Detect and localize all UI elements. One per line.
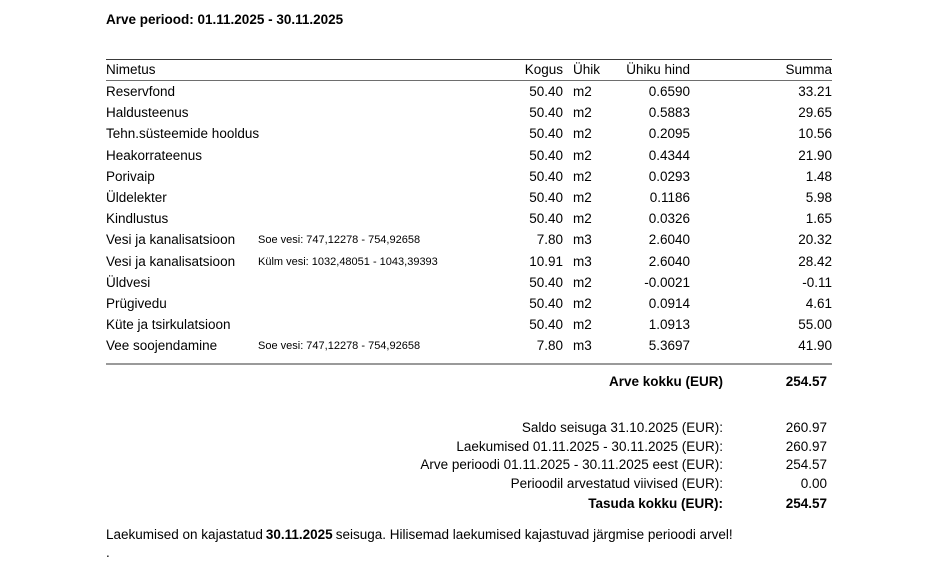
item-qty: 50.40 — [529, 295, 563, 311]
table-row — [106, 293, 832, 314]
summary-value-viivised: 0.00 — [800, 475, 827, 491]
table-row — [106, 335, 832, 356]
item-unit: m3 — [573, 232, 592, 248]
table-row — [106, 272, 832, 293]
summary-label-viivised: Perioodil arvestatud viivised (EUR): — [510, 475, 723, 491]
table-row — [106, 187, 832, 208]
item-name: Haldusteenus — [106, 105, 189, 121]
item-sum: -0.11 — [802, 274, 832, 290]
column-header-summa: Summa — [785, 62, 832, 77]
item-qty: 50.40 — [529, 274, 563, 290]
item-qty: 50.40 — [529, 105, 563, 121]
footer-note-suffix: seisuga. Hilisemad laekumised kajastuvad järgmise perioodi arvel! — [335, 527, 733, 542]
item-unit: m2 — [573, 211, 592, 227]
item-unit: m3 — [573, 253, 592, 269]
item-unit: m2 — [573, 147, 592, 163]
item-unit-price: -0.0021 — [644, 274, 690, 290]
item-unit-price: 0.0326 — [648, 211, 690, 227]
table-row — [106, 229, 832, 250]
table-row — [106, 166, 832, 187]
item-qty: 50.40 — [529, 84, 563, 99]
summary-label-laekumised: Laekumised 01.11.2025 - 30.11.2025 (EUR): — [456, 438, 723, 454]
footer-note-prefix: Laekumised on kajastatud — [106, 527, 263, 542]
item-unit: m2 — [573, 274, 592, 290]
item-name: Vee soojendamine — [106, 338, 218, 354]
column-header-kogus: Kogus — [524, 62, 563, 77]
column-header-uhiku-hind: Ühiku hind — [626, 62, 690, 77]
table-row — [106, 251, 832, 272]
table-row — [106, 314, 832, 335]
item-unit: m2 — [573, 168, 592, 184]
item-sum: 28.42 — [798, 253, 832, 269]
item-unit-price: 0.0914 — [648, 295, 690, 311]
footer-note — [106, 527, 733, 542]
summary-label-tasuda-kokku: Tasuda kokku (EUR): — [588, 496, 723, 512]
invoice-period-title: Arve periood: 01.11.2025 - 30.11.2025 — [106, 12, 344, 27]
item-sum: 20.32 — [798, 232, 832, 248]
summary-row — [106, 419, 827, 438]
item-unit: m2 — [573, 317, 592, 333]
summary-value-saldo: 260.97 — [785, 420, 827, 435]
item-unit: m2 — [573, 295, 592, 311]
item-sum: 5.98 — [805, 189, 832, 205]
items-table — [106, 59, 832, 392]
item-unit-price: 2.6040 — [648, 253, 690, 269]
payment-summary — [106, 419, 827, 514]
item-name: Üldelekter — [106, 189, 167, 205]
item-sum: 1.65 — [805, 211, 832, 227]
item-unit: m3 — [573, 338, 592, 354]
table-row — [106, 123, 832, 144]
item-sum: 21.90 — [798, 147, 832, 163]
item-sum: 29.65 — [798, 105, 832, 121]
item-note: Soe vesi: 747,12278 - 754,92658 — [258, 234, 421, 247]
summary-row — [106, 475, 827, 494]
table-row — [106, 102, 832, 123]
item-unit-price: 0.0293 — [648, 168, 690, 184]
item-unit-price: 1.0913 — [648, 317, 690, 333]
item-name: Küte ja tsirkulatsioon — [106, 317, 231, 333]
table-row — [106, 145, 832, 166]
item-name: Vesi ja kanalisatsioon — [106, 253, 236, 269]
item-sum: 55.00 — [798, 317, 832, 333]
invoice-total-row — [106, 372, 832, 392]
summary-value-laekumised: 260.97 — [785, 438, 827, 454]
item-name: Vesi ja kanalisatsioon — [106, 232, 236, 248]
invoice-total-value: 254.57 — [785, 374, 827, 390]
item-sum: 33.21 — [798, 84, 832, 99]
item-qty: 50.40 — [529, 211, 563, 227]
column-header-nimetus: Nimetus — [106, 62, 156, 77]
item-name: Reservfond — [106, 84, 176, 99]
item-sum: 10.56 — [798, 126, 832, 142]
item-sum: 1.48 — [805, 168, 832, 184]
table-row — [106, 208, 832, 229]
summary-value-arve-periood: 254.57 — [785, 457, 827, 473]
item-sum: 4.61 — [805, 295, 832, 311]
item-unit: m2 — [573, 189, 592, 205]
footer-note-date: 30.11.2025 — [265, 527, 333, 542]
item-unit-price: 0.1186 — [649, 189, 690, 205]
item-unit-price: 2.6040 — [648, 232, 690, 248]
item-qty: 50.40 — [529, 189, 563, 205]
item-qty: 50.40 — [529, 147, 563, 163]
summary-row — [106, 438, 827, 457]
column-header-uhik: Ühik — [573, 62, 601, 77]
item-qty: 50.40 — [529, 126, 563, 142]
item-unit: m2 — [573, 126, 592, 142]
item-unit-price: 5.3697 — [648, 338, 690, 354]
item-name: Kindlustus — [106, 211, 169, 227]
item-unit-price: 0.6590 — [648, 84, 690, 99]
item-note: Soe vesi: 747,12278 - 754,92658 — [258, 340, 421, 353]
summary-label-arve-periood: Arve perioodi 01.11.2025 - 30.11.2025 eest (EUR): — [420, 457, 723, 473]
item-qty: 50.40 — [529, 168, 563, 184]
item-name: Porivaip — [106, 168, 155, 184]
summary-label-saldo: Saldo seisuga 31.10.2025 (EUR): — [521, 420, 723, 435]
item-qty: 7.80 — [536, 232, 563, 248]
item-unit: m2 — [573, 105, 592, 121]
item-qty: 50.40 — [529, 317, 563, 333]
item-note: Külm vesi: 1032,48051 - 1043,39393 — [258, 255, 438, 268]
summary-row-tasuda-kokku — [106, 495, 827, 514]
item-unit: m2 — [573, 84, 592, 99]
item-unit-price: 0.4344 — [648, 147, 690, 163]
item-name: Prügivedu — [106, 295, 167, 311]
item-qty: 10.91 — [529, 253, 563, 269]
item-name: Tehn.süsteemide hooldus — [106, 126, 260, 142]
table-header-row — [106, 59, 832, 81]
summary-row — [106, 456, 827, 475]
table-body — [106, 81, 832, 365]
item-sum: 41.90 — [798, 338, 832, 354]
item-name: Heakorrateenus — [106, 147, 203, 163]
trailing-dot: . — [106, 545, 110, 560]
invoice-total-label: Arve kokku (EUR) — [608, 374, 723, 390]
item-qty: 7.80 — [536, 338, 563, 354]
summary-value-tasuda-kokku: 254.57 — [785, 496, 827, 512]
table-row — [106, 81, 832, 102]
item-name: Üldvesi — [106, 274, 151, 290]
item-unit-price: 0.5883 — [648, 105, 690, 121]
item-unit-price: 0.2095 — [648, 126, 690, 142]
